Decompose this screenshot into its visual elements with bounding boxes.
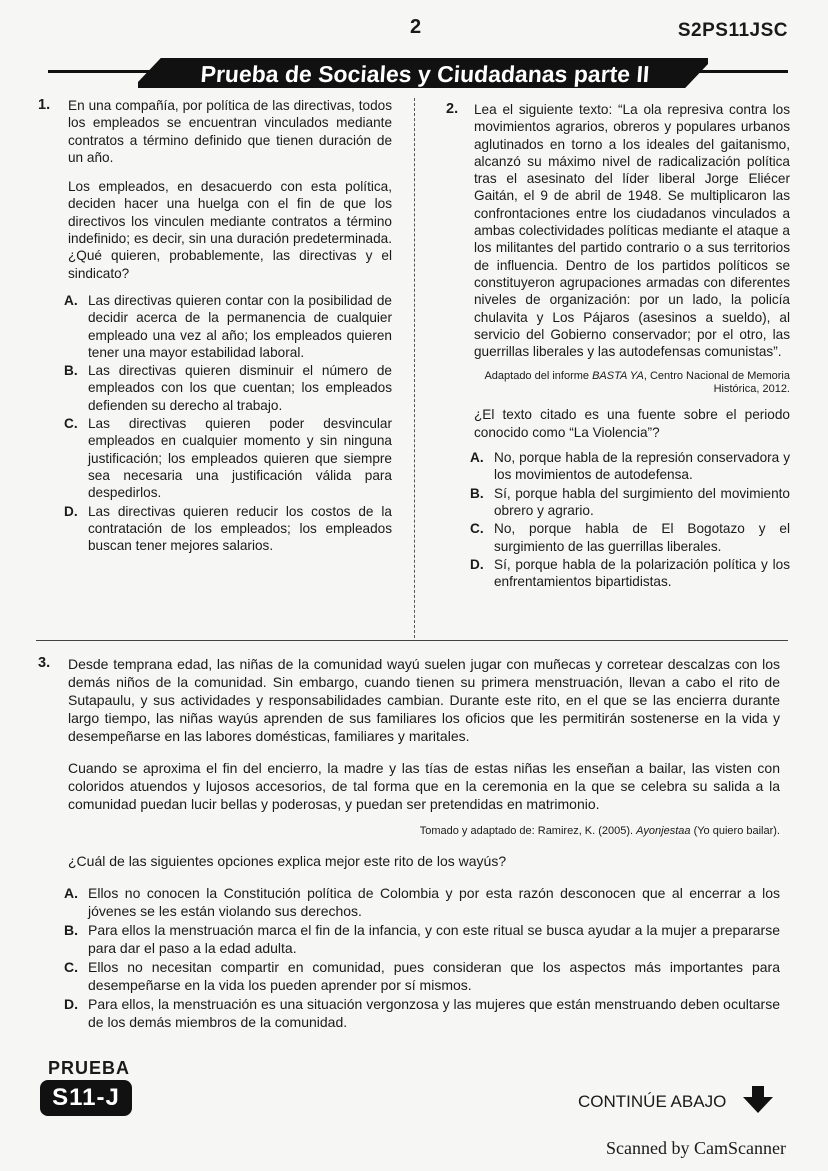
q3-option-a[interactable] — [64, 884, 780, 920]
continue-label: CONTINÚE ABAJO — [578, 1092, 727, 1111]
q3-options — [64, 884, 780, 1031]
option-letter: A. — [64, 885, 78, 901]
source-suffix: , Centro Nacional de Memoria Histórica, 2012. — [643, 370, 790, 396]
q3-question: ¿Cuál de las siguientes opciones explica mejor este rito de los wayús? — [68, 853, 507, 869]
q2-options — [470, 449, 790, 590]
q1-option-d[interactable] — [64, 503, 392, 555]
q2-question: ¿El texto citado es una fuente sobre el periodo conocido como “La Violencia”? — [474, 407, 790, 440]
option-text: Para ellos, la menstruación es una situación vergonzosa y las mujeres que están menstruando deben ocultarse de los demás miembros de la comunidad. — [88, 996, 780, 1030]
option-letter: C. — [64, 959, 78, 975]
section-divider — [36, 640, 788, 641]
option-text: Ellos no necesitan compartir en comunidad, pues consideran que los aspectos más importantes para desempeñarse en la vida los pueden aprender por sí mismos. — [88, 959, 780, 993]
option-letter: B. — [470, 485, 484, 501]
source-prefix: Tomado y adaptado de: Ramirez, K. (2005). — [419, 825, 637, 837]
source-title: BASTA YA — [592, 370, 644, 383]
q1-option-a[interactable] — [64, 292, 392, 361]
option-letter: A. — [64, 292, 78, 308]
option-text: Sí, porque habla del surgimiento del movimiento obrero y agrario. — [494, 485, 790, 518]
arrow-down-icon — [742, 1086, 774, 1114]
q1-number: 1. — [38, 97, 51, 113]
q3-source — [68, 825, 780, 838]
prueba-label: PRUEBA — [48, 1058, 131, 1078]
option-letter: C. — [64, 416, 78, 432]
q1-paragraph-2: Los empleados, en desacuerdo con esta política, deciden hacer una huelga con el fin de que los directivos los vinculen mediante contratos a término indefinido; es decir, sin una duración predeterminada. ¿Qué quieren, probablemente, las directivas y el sindicato? — [68, 179, 392, 281]
option-letter: B. — [64, 363, 78, 379]
question-3 — [64, 655, 780, 1032]
option-letter: B. — [64, 922, 78, 938]
option-text: Las directivas quieren disminuir el número de empleados con los que cuentan; los empleados defienden su derecho al trabajo. — [88, 363, 392, 413]
question-2 — [470, 101, 790, 591]
q1-options — [64, 292, 392, 554]
booklet-code-badge: S11-J — [40, 1080, 132, 1116]
source-prefix: Adaptado del informe — [484, 370, 593, 383]
page-number: 2 — [410, 16, 422, 38]
q3-number: 3. — [38, 655, 51, 671]
q1-option-c[interactable] — [64, 415, 392, 501]
q2-option-b[interactable] — [470, 485, 790, 520]
q3-paragraph-1: Desde temprana edad, las niñas de la comunidad wayú suelen jugar con muñecas y corretear descalzas con los demás niños de la comunidad. Sin embargo, cuando tienen su primera menstruación, llevan a cabo el rito de Sutapaulu, y sus actividades y responsabilidades cambian. Durante este rito, en el que se las encierra durante largo tiempo, las niñas wayús aprenden de sus familiares los oficios que les permitirán sostenerse en la vida y desempeñarse en las labores domésticas, familiares y maritales. — [68, 656, 780, 744]
q3-paragraph-2: Cuando se aproxima el fin del encierro, la madre y las tías de estas niñas les enseñan a bailar, las visten con coloridos atuendos y lujosos accesorios, de tal forma que en la ceremonia en la que se celebra su salida a la comunidad puedan lucir bellas y poderosas, y puedan ser pretendidas en matrimonio. — [68, 760, 780, 812]
option-letter: C. — [470, 521, 484, 537]
option-text: No, porque habla de El Bogotazo y el surgimiento de las guerrillas liberales. — [494, 521, 790, 554]
question-1 — [64, 97, 392, 555]
q2-option-c[interactable] — [470, 520, 790, 555]
column-divider — [414, 98, 415, 638]
q3-option-c[interactable] — [64, 958, 780, 994]
option-letter: D. — [64, 996, 78, 1012]
option-letter: A. — [470, 450, 484, 466]
q2-option-d[interactable] — [470, 556, 790, 591]
q2-source — [474, 370, 790, 396]
option-text: Las directivas quieren reducir los costos de la contratación de los empleados; los empleados buscan tener mejores salarios. — [88, 503, 392, 554]
option-letter: D. — [64, 503, 78, 519]
source-title: Ayonjestaa — [636, 825, 691, 837]
option-text: Sí, porque habla de la polarización política y los enfrentamientos bipartidistas. — [494, 556, 790, 590]
option-text: Ellos no conocen la Constitución política de Colombia y por esta razón desconocen que al encerrar a los jóvenes se les están violando sus derechos. — [88, 885, 780, 919]
q1-option-b[interactable] — [64, 362, 392, 414]
q3-option-d[interactable] — [64, 995, 780, 1031]
q2-passage: Lea el siguiente texto: “La ola represiva contra los movimientos agrarios, obreros y populares urbanos aglutinados en torno a los ideales del gaitanismo, alcanzó su máximo nivel de radicalización política tras el asesinato del líder liberal Jorge Eliécer Gaitán, el 9 de abril de 1948. Se multiplicaron las confrontaciones entre los ciudadanos vinculados a ambas colectividades políticas mediante el ataque a los militantes del partido contrario o a sus territorios de influencia. Dentro de los partidos políticos se constituyeron agrupaciones armadas con diferentes niveles de organización: por un lado, la policía chulavita y Los Pájaros (asesinos a sueldo), al servicio del Gobierno conservador; por el otro, las guerrillas liberales y las autodefensas comunistas”. — [474, 102, 790, 360]
q2-number: 2. — [446, 101, 459, 117]
option-text: Las directivas quieren contar con la posibilidad de decidir acerca de la permanencia de cualquier empleado una vez al año; los empleados quieren tener una mayor estabilidad laboral. — [88, 292, 392, 360]
exam-code: S2PS11JSC — [677, 20, 788, 41]
section-title: Prueba de Sociales y Ciudadanas parte II — [199, 61, 651, 87]
option-text: Las directivas quieren poder desvincular empleados en cualquier momento y sin ninguna justificación; los empleados quieren que siempre sea necesaria una justificación válida para despedirlos. — [88, 416, 392, 501]
scanner-watermark: Scanned by CamScanner — [606, 1138, 786, 1158]
q2-option-a[interactable] — [470, 449, 790, 484]
q1-paragraph-1: En una compañía, por política de las directivas, todos los empleados se encuentran vinculados mediante contratos a término definido que tienen duración de un año. — [68, 98, 392, 165]
option-text: No, porque habla de la represión conservadora y los movimientos de autodefensa. — [494, 450, 790, 483]
option-text: Para ellos la menstruación marca el fin de la infancia, y con este ritual se busca ayudar a la mujer a prepararse para dar el paso a la edad adulta. — [88, 922, 780, 956]
q3-option-b[interactable] — [64, 921, 780, 957]
source-suffix: (Yo quiero bailar). — [690, 825, 780, 837]
option-letter: D. — [470, 556, 484, 572]
